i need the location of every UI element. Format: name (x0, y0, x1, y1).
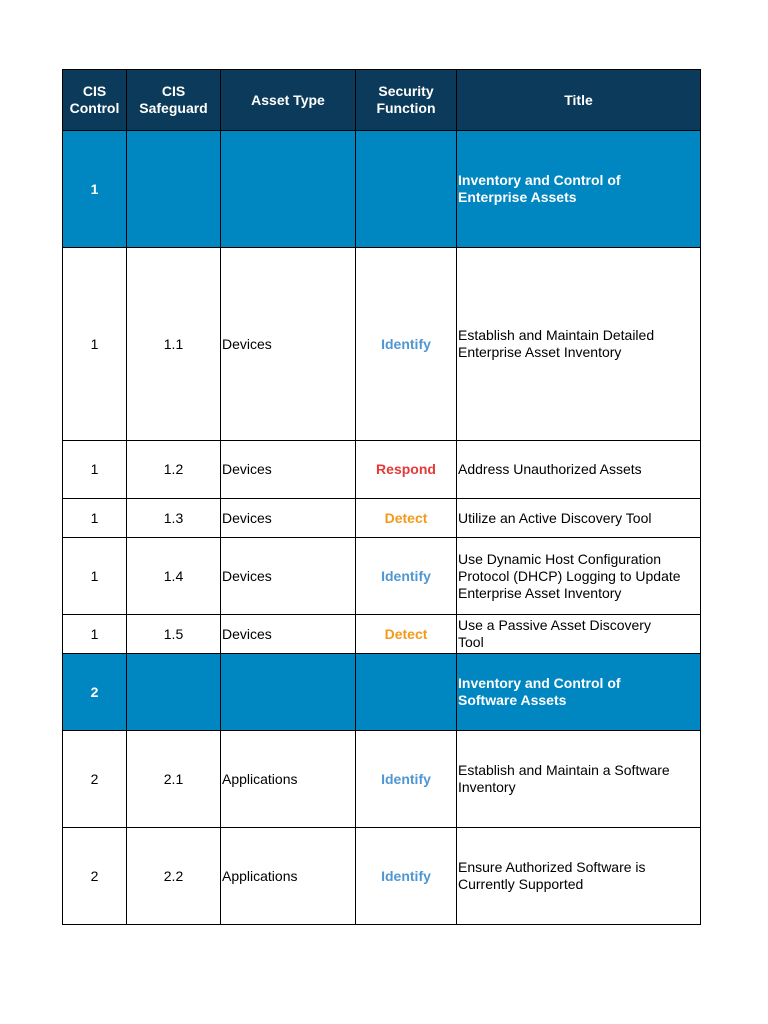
asset-type-cell: Devices (221, 615, 356, 654)
cis-controls-table (62, 69, 701, 925)
asset-type-cell: Devices (221, 538, 356, 615)
asset-type-cell: Devices (221, 248, 356, 441)
header-security-function: Security Function (356, 70, 457, 131)
title-cell: Utilize an Active Discovery Tool (457, 499, 701, 538)
section-row (63, 654, 701, 731)
empty-cell (221, 654, 356, 731)
control-cell: 1 (63, 131, 127, 248)
table-header (63, 70, 701, 131)
safeguard-cell: 1.2 (127, 441, 221, 499)
safeguard-cell: 2.1 (127, 731, 221, 828)
security-function-cell: Detect (356, 499, 457, 538)
table-row (63, 828, 701, 925)
safeguard-cell: 1.1 (127, 248, 221, 441)
control-cell: 1 (63, 441, 127, 499)
security-function-cell: Respond (356, 441, 457, 499)
safeguard-cell: 2.2 (127, 828, 221, 925)
empty-cell (127, 131, 221, 248)
safeguard-cell: 1.3 (127, 499, 221, 538)
title-cell: Ensure Authorized Software is Currently Supported (457, 828, 701, 925)
header-row (63, 70, 701, 131)
table-row (63, 499, 701, 538)
asset-type-cell: Devices (221, 499, 356, 538)
security-function-cell: Identify (356, 828, 457, 925)
title-cell: Establish and Maintain a Software Inventory (457, 731, 701, 828)
control-cell: 1 (63, 615, 127, 654)
control-cell: 2 (63, 731, 127, 828)
asset-type-cell: Devices (221, 441, 356, 499)
table-row (63, 615, 701, 654)
security-function-cell: Identify (356, 731, 457, 828)
control-cell: 1 (63, 248, 127, 441)
asset-type-cell: Applications (221, 828, 356, 925)
control-cell: 2 (63, 654, 127, 731)
header-asset-type: Asset Type (221, 70, 356, 131)
safeguard-cell: 1.5 (127, 615, 221, 654)
section-row (63, 131, 701, 248)
header-cis-control: CIS Control (63, 70, 127, 131)
control-cell: 1 (63, 499, 127, 538)
header-title: Title (457, 70, 701, 131)
security-function-cell: Identify (356, 248, 457, 441)
title-cell: Use Dynamic Host Configuration Protocol (DHCP) Logging to Update Enterprise Asset Inventory (457, 538, 701, 615)
title-cell: Establish and Maintain Detailed Enterprise Asset Inventory (457, 248, 701, 441)
empty-cell (356, 131, 457, 248)
table-row (63, 731, 701, 828)
title-cell: Use a Passive Asset Discovery Tool (457, 615, 701, 654)
section-title-cell: Inventory and Control of Software Assets (457, 654, 701, 731)
header-cis-safeguard: CIS Safeguard (127, 70, 221, 131)
control-cell: 1 (63, 538, 127, 615)
section-title-cell: Inventory and Control of Enterprise Assets (457, 131, 701, 248)
table-row (63, 441, 701, 499)
title-cell: Address Unauthorized Assets (457, 441, 701, 499)
empty-cell (221, 131, 356, 248)
asset-type-cell: Applications (221, 731, 356, 828)
security-function-cell: Detect (356, 615, 457, 654)
table-row (63, 538, 701, 615)
table-row (63, 248, 701, 441)
control-cell: 2 (63, 828, 127, 925)
empty-cell (356, 654, 457, 731)
empty-cell (127, 654, 221, 731)
security-function-cell: Identify (356, 538, 457, 615)
safeguard-cell: 1.4 (127, 538, 221, 615)
